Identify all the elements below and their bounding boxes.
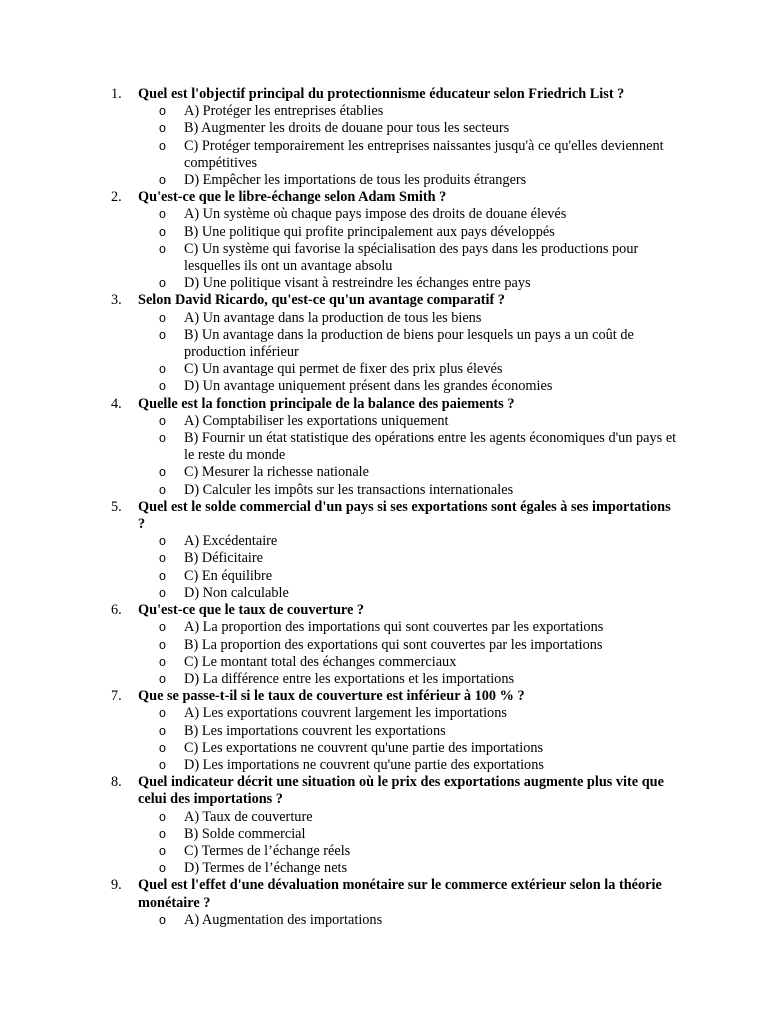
question-text: Quel indicateur décrit une situation où le prix des exportations augmente plus vite que celui des importations ?: [138, 774, 664, 808]
option-item: [0, 912, 768, 929]
question-number: 2.: [111, 189, 122, 206]
circle-bullet-icon: o: [159, 585, 166, 600]
circle-bullet-icon: o: [159, 173, 166, 188]
option-text: C) Protéger temporairement les entreprises naissantes jusqu'à ce qu'elles deviennent compétitives: [184, 137, 664, 171]
option-text: D) Une politique visant à restreindre les échanges entre pays: [184, 275, 531, 292]
question-item: [0, 877, 768, 929]
circle-bullet-icon: o: [159, 121, 166, 136]
circle-bullet-icon: o: [159, 843, 166, 858]
circle-bullet-icon: o: [159, 637, 166, 652]
option-text: A) Protéger les entreprises établies: [184, 103, 384, 120]
circle-bullet-icon: o: [159, 413, 166, 428]
question-item: [0, 774, 768, 877]
circle-bullet-icon: o: [159, 826, 166, 841]
option-text: B) Augmenter les droits de douane pour tous les secteurs: [184, 120, 510, 137]
option-item: [0, 826, 768, 843]
option-text: A) Comptabiliser les exportations uniquement: [184, 412, 449, 429]
option-item: [0, 843, 768, 860]
option-item: [0, 860, 768, 877]
option-item: [0, 671, 768, 688]
circle-bullet-icon: o: [159, 568, 166, 583]
question-item: [0, 292, 768, 395]
question-number: 9.: [111, 877, 122, 894]
circle-bullet-icon: o: [159, 861, 166, 876]
option-list: [0, 103, 768, 189]
circle-bullet-icon: o: [159, 809, 166, 824]
option-text: B) Déficitaire: [184, 550, 263, 567]
circle-bullet-icon: o: [159, 465, 166, 480]
circle-bullet-icon: o: [159, 104, 166, 119]
option-text: C) Mesurer la richesse nationale: [184, 464, 369, 481]
option-text: C) Les exportations ne couvrent qu'une partie des importations: [184, 739, 544, 756]
circle-bullet-icon: o: [159, 912, 166, 927]
option-list: [0, 619, 768, 688]
option-item: [0, 757, 768, 774]
question-text: Que se passe-t-il si le taux de couverture est inférieur à 100 % ?: [138, 688, 525, 705]
option-item: [0, 809, 768, 826]
option-item: [0, 482, 768, 499]
option-item: [0, 654, 768, 671]
option-item: [0, 550, 768, 567]
option-item: [0, 138, 768, 172]
circle-bullet-icon: o: [159, 740, 166, 755]
question-item: [0, 499, 768, 602]
option-item: [0, 103, 768, 120]
option-text: A) Excédentaire: [184, 533, 278, 550]
option-item: [0, 378, 768, 395]
circle-bullet-icon: o: [159, 224, 166, 239]
option-list: [0, 533, 768, 602]
option-list: [0, 413, 768, 499]
option-item: [0, 120, 768, 137]
option-item: [0, 585, 768, 602]
question-text: Quelle est la fonction principale de la balance des paiements ?: [138, 395, 515, 412]
option-text: B) Fournir un état statistique des opérations entre les agents économiques d'un pays et le reste du monde: [184, 430, 677, 464]
option-item: [0, 568, 768, 585]
option-text: C) Termes de l’échange réels: [184, 842, 351, 859]
option-text: A) Taux de couverture: [184, 808, 313, 825]
option-item: [0, 430, 768, 464]
circle-bullet-icon: o: [159, 706, 166, 721]
circle-bullet-icon: o: [159, 310, 166, 325]
option-text: B) La proportion des exportations qui sont couvertes par les importations: [184, 636, 603, 653]
option-list: [0, 310, 768, 396]
circle-bullet-icon: o: [159, 654, 166, 669]
option-item: [0, 275, 768, 292]
option-item: [0, 619, 768, 636]
option-item: [0, 310, 768, 327]
question-text: Qu'est-ce que le taux de couverture ?: [138, 602, 365, 619]
option-item: [0, 464, 768, 481]
question-number: 5.: [111, 498, 122, 515]
option-text: A) Les exportations couvrent largement les importations: [184, 705, 507, 722]
option-text: D) Un avantage uniquement présent dans les grandes économies: [184, 378, 553, 395]
option-text: D) Les importations ne couvrent qu'une partie des exportations: [184, 756, 544, 773]
option-item: [0, 327, 768, 361]
circle-bullet-icon: o: [159, 431, 166, 446]
option-text: A) Un avantage dans la production de tous les biens: [184, 309, 482, 326]
question-text: Quel est l'effet d'une dévaluation monétaire sur le commerce extérieur selon la théorie monétaire ?: [138, 877, 662, 911]
circle-bullet-icon: o: [159, 138, 166, 153]
question-item: [0, 86, 768, 189]
option-text: B) Les importations couvrent les exportations: [184, 722, 446, 739]
option-text: A) Un système où chaque pays impose des droits de douane élevés: [184, 206, 567, 223]
option-item: [0, 172, 768, 189]
option-item: [0, 723, 768, 740]
option-text: D) Termes de l’échange nets: [184, 860, 348, 877]
question-number: 7.: [111, 688, 122, 705]
option-text: B) Solde commercial: [184, 825, 306, 842]
option-list: [0, 912, 768, 929]
option-text: D) Non calculable: [184, 584, 289, 601]
option-text: C) Le montant total des échanges commerciaux: [184, 653, 457, 670]
option-item: [0, 705, 768, 722]
circle-bullet-icon: o: [159, 757, 166, 772]
question-item: [0, 602, 768, 688]
option-item: [0, 413, 768, 430]
circle-bullet-icon: o: [159, 551, 166, 566]
circle-bullet-icon: o: [159, 620, 166, 635]
option-list: [0, 809, 768, 878]
option-text: D) Calculer les impôts sur les transactions internationales: [184, 481, 514, 498]
question-text: Selon David Ricardo, qu'est-ce qu'un avantage comparatif ?: [138, 292, 505, 309]
circle-bullet-icon: o: [159, 482, 166, 497]
option-item: [0, 206, 768, 223]
question-number: 1.: [111, 86, 122, 102]
option-item: [0, 740, 768, 757]
question-text: Quel est l'objectif principal du protectionnisme éducateur selon Friedrich List ?: [138, 86, 625, 102]
option-text: C) En équilibre: [184, 567, 273, 584]
option-text: C) Un avantage qui permet de fixer des prix plus élevés: [184, 361, 503, 378]
question-text: Qu'est-ce que le libre-échange selon Adam Smith ?: [138, 189, 447, 206]
option-item: [0, 241, 768, 275]
option-text: D) La différence entre les exportations et les importations: [184, 670, 515, 687]
question-text: Quel est le solde commercial d'un pays si ses exportations sont égales à ses importations ?: [138, 498, 671, 533]
option-item: [0, 361, 768, 378]
circle-bullet-icon: o: [159, 327, 166, 342]
circle-bullet-icon: o: [159, 379, 166, 394]
option-text: B) Un avantage dans la production de biens pour lesquels un pays a un coût de production inférieur: [184, 326, 634, 361]
option-text: D) Empêcher les importations de tous les produits étrangers: [184, 172, 527, 189]
option-text: A) Augmentation des importations: [184, 911, 383, 928]
option-item: [0, 224, 768, 241]
option-item: [0, 533, 768, 550]
question-number: 6.: [111, 602, 122, 619]
option-text: B) Une politique qui profite principalement aux pays développés: [184, 223, 555, 240]
circle-bullet-icon: o: [159, 671, 166, 686]
document-page: [0, 86, 768, 929]
option-text: A) La proportion des importations qui sont couvertes par les exportations: [184, 619, 604, 636]
circle-bullet-icon: o: [159, 534, 166, 549]
question-number: 3.: [111, 292, 122, 309]
circle-bullet-icon: o: [159, 207, 166, 222]
option-item: [0, 637, 768, 654]
question-item: [0, 189, 768, 292]
circle-bullet-icon: o: [159, 362, 166, 377]
question-list: [0, 86, 768, 929]
question-number: 4.: [111, 395, 122, 412]
question-item: [0, 396, 768, 499]
option-list: [0, 206, 768, 292]
question-item: [0, 688, 768, 774]
circle-bullet-icon: o: [159, 276, 166, 291]
option-list: [0, 705, 768, 774]
circle-bullet-icon: o: [159, 241, 166, 256]
circle-bullet-icon: o: [159, 723, 166, 738]
question-number: 8.: [111, 774, 122, 791]
option-text: C) Un système qui favorise la spécialisation des pays dans les productions pour lesquelles ils ont un avantage absolu: [184, 240, 639, 275]
